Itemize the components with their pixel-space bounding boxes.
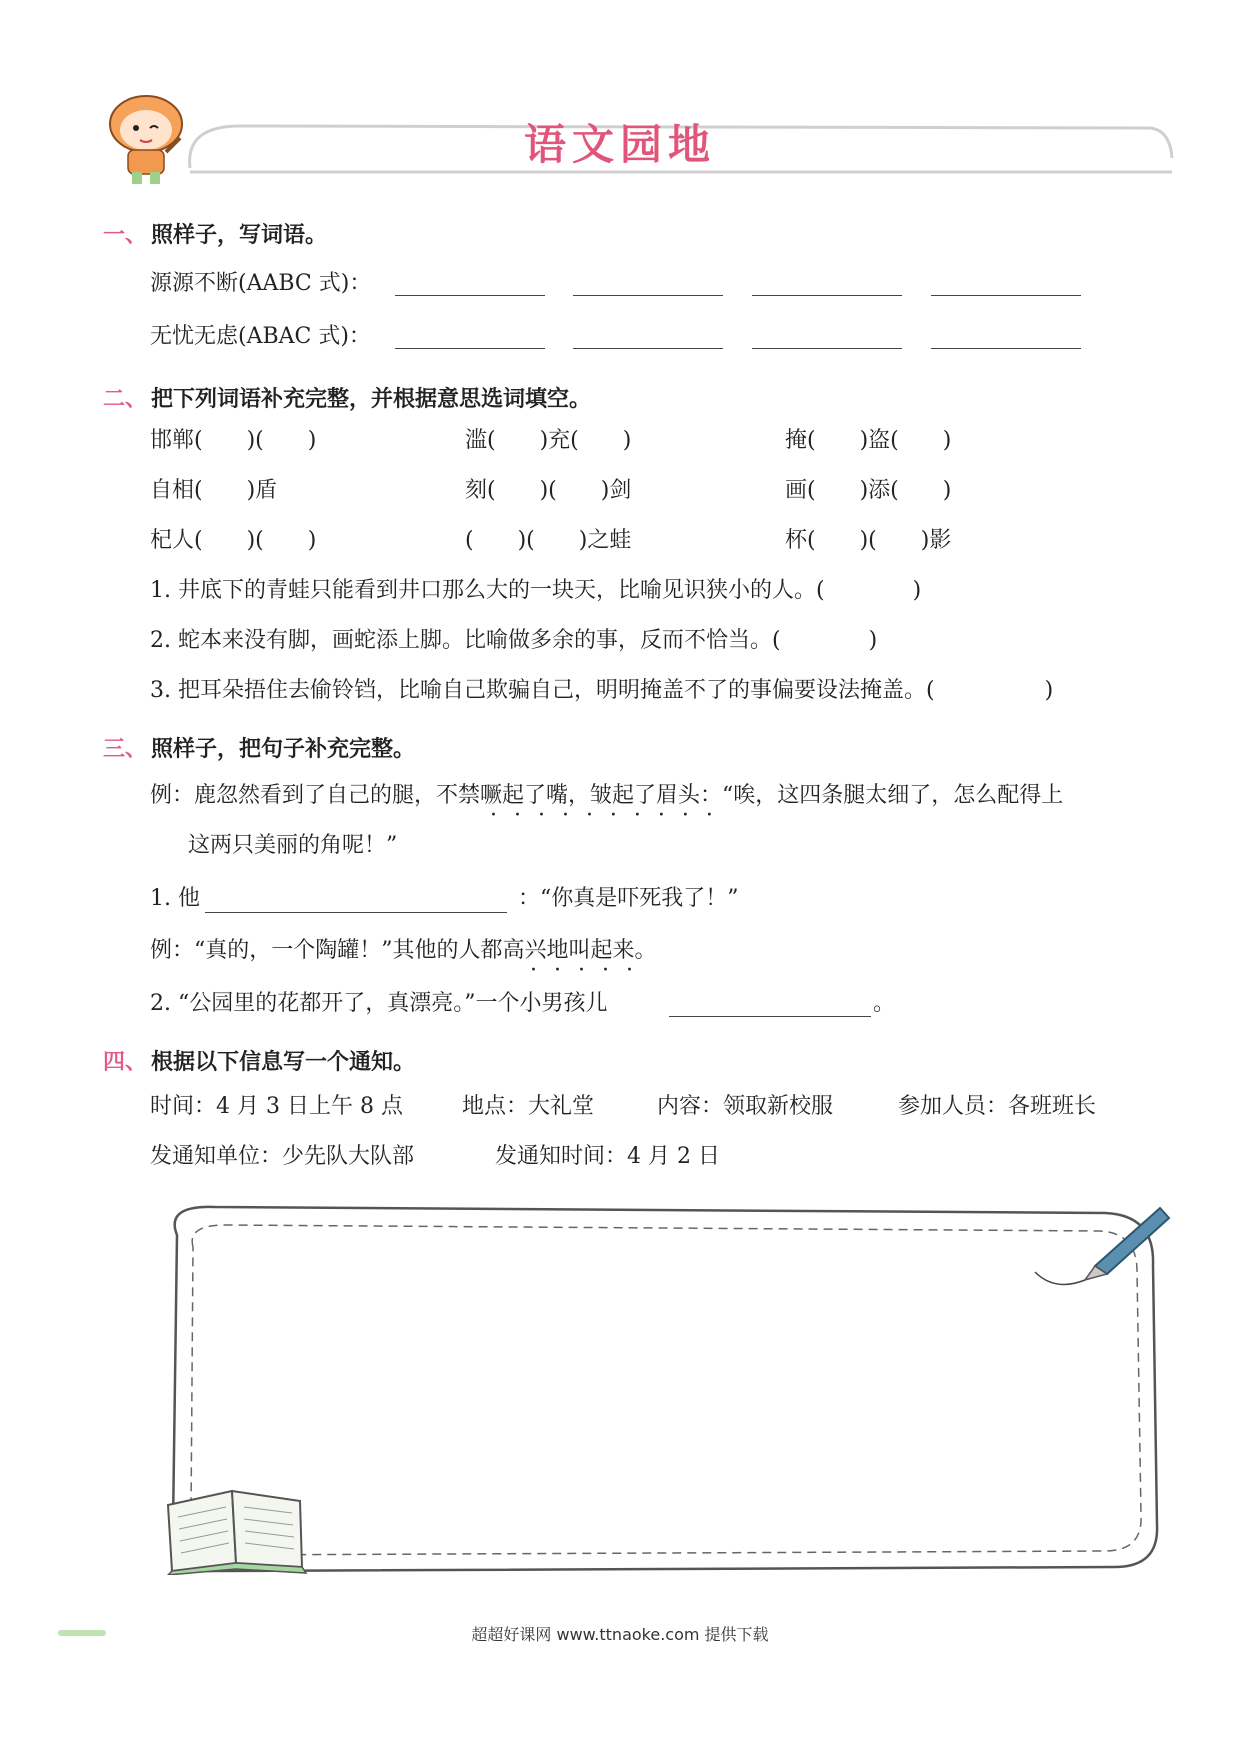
question-line: 1. 井底下的青蛙只能看到井口那么大的一块天，比喻见识狭小的人。( ) — [150, 578, 922, 603]
idiom-item: 刻( )( )剑 — [465, 478, 632, 503]
s1-row2-label: 无忧无虑(ABAC 式)： — [150, 324, 371, 349]
question-line: 2. 蛇本来没有脚，画蛇添上脚。比喻做多余的事，反而不恰当。( ) — [150, 628, 878, 653]
section-4-heading — [103, 1045, 415, 1076]
idiom-item: 滥( )充( ) — [465, 428, 632, 453]
notice-content: 内容：领取新校服 — [657, 1094, 834, 1119]
section-2-heading — [103, 382, 591, 413]
question-line: 1. 他 — [150, 886, 200, 911]
idiom-item: 画( )添( ) — [785, 478, 952, 503]
open-book-icon — [160, 1475, 315, 1575]
notice-people: 参加人员：各班班长 — [898, 1094, 1097, 1119]
section-number: 三、 — [103, 737, 148, 762]
answer-blank[interactable] — [573, 295, 723, 296]
idiom-item: 邯郸( )( ) — [150, 428, 317, 453]
idiom-item: ( )( )之蛙 — [465, 528, 632, 553]
section-title: 根据以下信息写一个通知。 — [151, 1050, 416, 1075]
notice-time: 时间：4 月 3 日上午 8 点 — [150, 1094, 403, 1119]
section-number: 二、 — [103, 387, 148, 412]
section-title: 照样子，把句子补充完整。 — [151, 737, 416, 762]
question-line: 3. 把耳朵捂住去偷铃铛，比喻自己欺骗自己，明明掩盖不了的事偏要设法掩盖。( ) — [150, 678, 1054, 703]
notice-date: 发通知时间：4 月 2 日 — [495, 1144, 720, 1169]
question-line: 。 — [873, 991, 896, 1016]
idiom-item: 掩( )盗( ) — [785, 428, 952, 453]
notice-place: 地点：大礼堂 — [462, 1094, 595, 1119]
section-title: 照样子，写词语。 — [151, 223, 328, 248]
idiom-item: 杞人( )( ) — [150, 528, 317, 553]
answer-blank[interactable] — [205, 912, 507, 913]
answer-blank[interactable] — [395, 348, 545, 349]
page-title: 语文园地 — [523, 120, 716, 169]
idiom-item: 自相( )盾 — [150, 478, 278, 503]
answer-blank[interactable] — [669, 1016, 871, 1017]
question-line: ：“你真是吓死我了！” — [518, 886, 739, 911]
idiom-item: 杯( )( )影 — [785, 528, 952, 553]
section-number: 四、 — [103, 1050, 148, 1075]
s1-row1-label: 源源不断(AABC 式)： — [150, 271, 372, 296]
question-line: 2. “公园里的花都开了，真漂亮。”一个小男孩儿 — [150, 991, 608, 1016]
answer-blank[interactable] — [573, 348, 723, 349]
answer-blank[interactable] — [931, 348, 1081, 349]
notice-unit: 发通知单位：少先队大队部 — [150, 1144, 415, 1169]
example-line: 例：鹿忽然看到了自己的腿，不禁噘起了嘴，皱起了眉头：“唉，这四条腿太细了，怎么配得上 — [150, 783, 1064, 808]
example-line: 例：“真的，一个陶罐！”其他的人都高兴地叫起来。 — [150, 938, 657, 963]
answer-blank[interactable] — [931, 295, 1081, 296]
section-title: 把下列词语补充完整，并根据意思选词填空。 — [151, 387, 592, 412]
answer-blank[interactable] — [752, 348, 902, 349]
example-line: 这两只美丽的角呢！” — [188, 833, 398, 858]
answer-blank[interactable] — [395, 295, 545, 296]
pen-icon — [1015, 1196, 1175, 1291]
section-3-heading — [103, 732, 415, 763]
section-number: 一、 — [103, 223, 148, 248]
emphasis-dots: · · · · · · · · · · — [490, 803, 718, 828]
section-1-heading — [103, 218, 327, 249]
answer-blank[interactable] — [752, 295, 902, 296]
footer-watermark: 超超好课网 www.ttnaoke.com 提供下载 — [471, 1625, 769, 1644]
emphasis-dots: · · · · · — [530, 958, 638, 983]
